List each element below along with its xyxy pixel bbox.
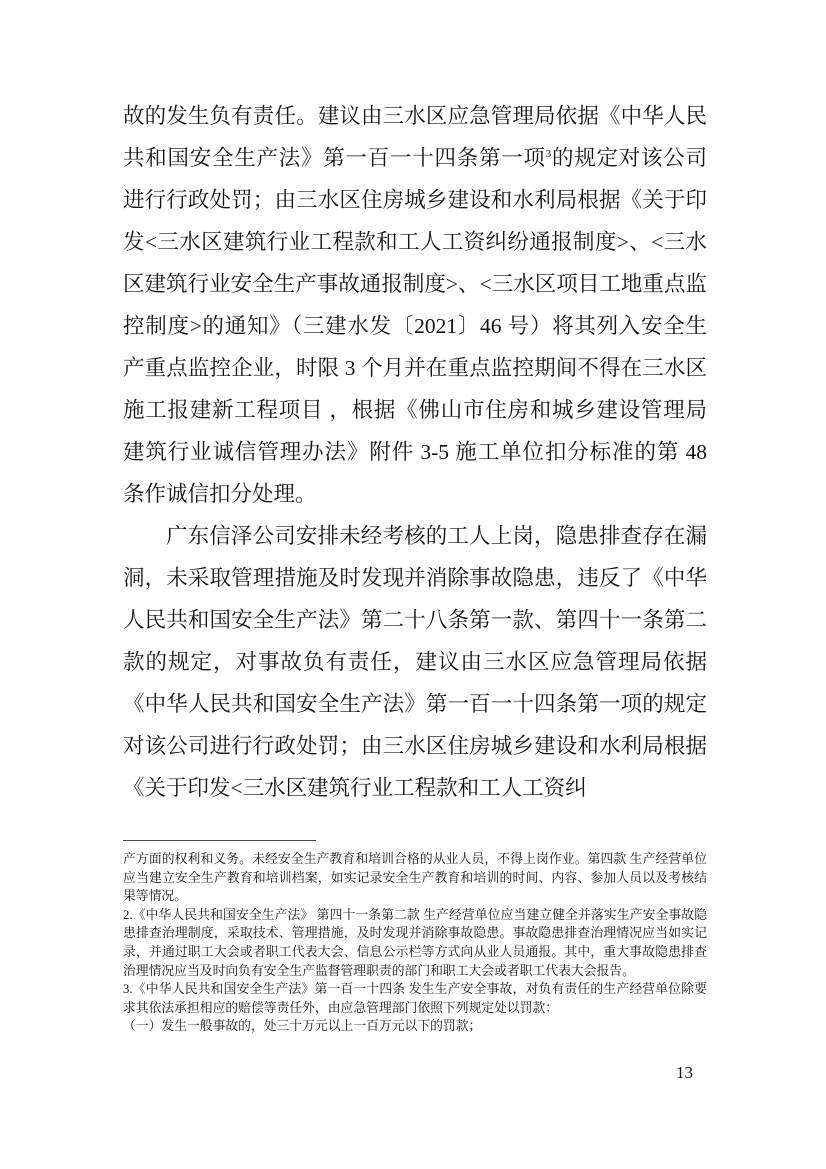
document-body xyxy=(123,95,707,809)
paragraph: 广东信泽公司安排未经考核的工人上岗，隐患排查存在漏洞，未采取管理措施及时发现并消除事故隐患，违反了《中华人民共和国安全生产法》第二十八条第一款、第四十一条第二款的规定，对事故负有责任，建议由三水区应急管理局依据《中华人民共和国安全生产法》第一百一十四条第一项的规定对该公司进行行政处罚；由三水区住房城乡建设和水利局根据《关于印发<三水区建筑行业工程款和工人工资纠 xyxy=(123,524,707,800)
paragraph xyxy=(123,95,707,515)
paragraph-text: 故的发生负有责任。建议由三水区应急管理局依据《中华人民共和国安全生产法》第一百一十四条第一项 xyxy=(123,104,707,170)
footnote-item: 3.《中华人民共和国安全生产法》第一百一十四条 发生生产安全事故，对负有责任的生产经营单位除要求其依法承担相应的赔偿等责任外，由应急管理部门依照下列规定处以罚款： xyxy=(123,982,707,1015)
footnote-item: 2.《中华人民共和国安全生产法》 第四十一条第二款 生产经营单位应当建立健全并落实生产安全事故隐患排查治理制度，采取技术、管理措施，及时发现并消除事故隐患。事故隐患排查治理情况应当如实记录，并通过职工大会或者职工代表大会、信息公示栏等方式向从业人员通报。其中，重大事故隐患排查治理情况应当及时向负有安全生产监督管理职责的部门和职工大会或者职工代表大会报告。 xyxy=(123,907,707,978)
page-number: 13 xyxy=(676,1063,693,1082)
footnote-area xyxy=(123,840,707,1036)
footnote-reference: 3 xyxy=(545,147,552,160)
paragraph-text: 的规定对该公司进行行政处罚；由三水区住房城乡建设和水利局根据《关于印发<三水区建筑行业工程款和工人工资纠纷通报制度>、<三水区建筑行业安全生产事故通报制度>、<三水区项目工地重点监控制度>的通知》（三建水发〔2021〕46 号）将其列入安全生产重点监控企业，时限 3 个月并在重点监控期间不得在三水区施工报建新工程项目 ，根据《佛山市住房和城乡建设管理局建筑行业诚信管理办法》附件 3-5 施工单位扣分标准的第 48 条作诚信扣分处理。 xyxy=(123,146,707,506)
footnote-item: 产方面的权利和义务。未经安全生产教育和培训合格的从业人员，不得上岗作业。第四款 生产经营单位应当建立安全生产教育和培训档案，如实记录安全生产教育和培训的时间、内容、参加人员以及考核结果等情况。 xyxy=(123,852,707,904)
footnote-separator xyxy=(123,840,316,841)
footnote-item: （一）发生一般事故的，处三十万元以上一百万元以下的罚款； xyxy=(123,1019,482,1034)
